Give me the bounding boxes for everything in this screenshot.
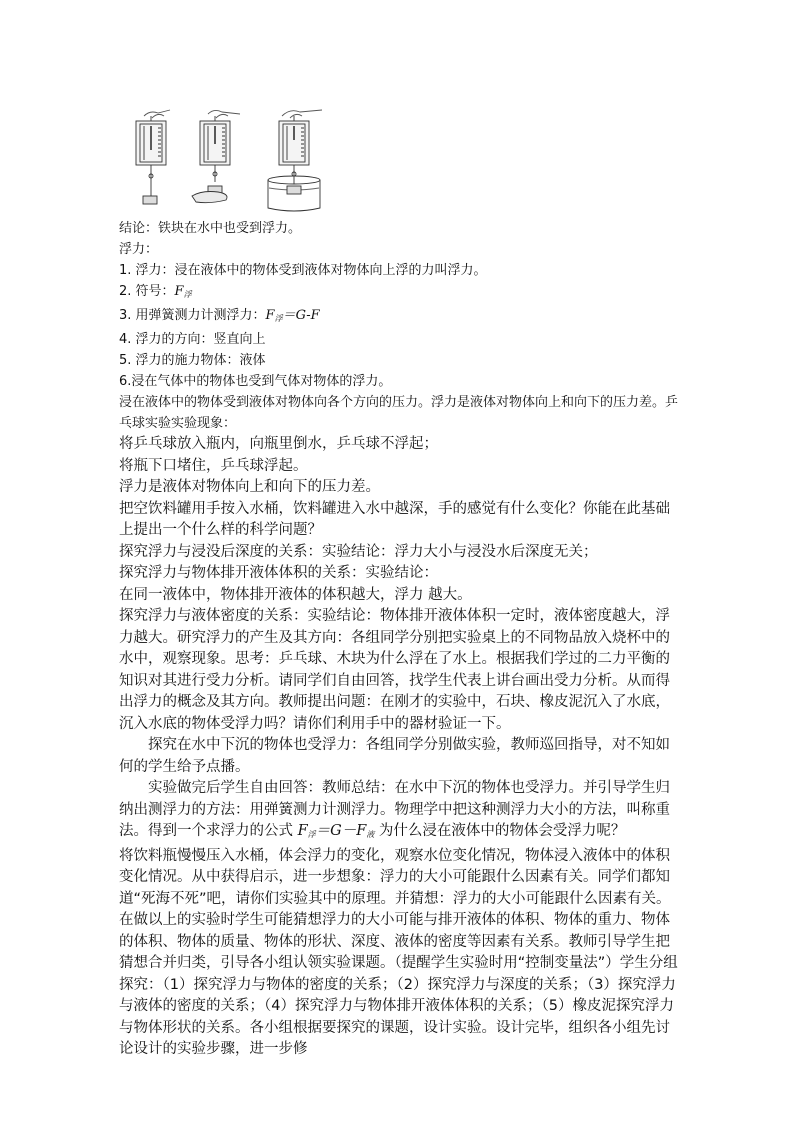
- spring-scale-3: [268, 110, 322, 211]
- measurement-item: 3. 用弹簧测力计测浮力：$F_浮=G-F$: [119, 308, 320, 323]
- can-question-paragraph: 把空饮料罐用手按入水桶，饮料罐进入水中越深，手的感觉有什么变化？你能在此基础上提出一个什么样的科学问题？: [119, 500, 670, 538]
- article-body: [119, 218, 679, 1061]
- summary-paragraph: 实验做完后学生自由回答：教师总结：在水中下沉的物体也受浮力。并引导学生归纳出测浮力的方法：用弹簧测力计测浮力。物理学中把这种测浮力大小的方法，叫称重法。得到一个求浮力的公式 $F_浮=G-F_液$ 为什么浸在液体中的物体会受浮力呢？: [119, 780, 670, 839]
- inquiry-paragraph: 将饮料瓶慢慢压入水桶，体会浮力的变化，观察水位变化情况，物体浸入液体中的体积变化情况。从中获得启示，进一步想象：浮力的大小可能跟什么因素有关。同学们都知道“死海不死”吧，请你们实验其中的原理。并猜想：浮力的大小可能跟什么因素有关。在做以上的实验时学生可能猜想浮力的大小可能与排开液体的体积、物体的重力、物体的体积、物体的质量、物体的形状、深度、液体的密度等因素有关系。教师引导学生把猜想合并归类，引导各小组认领实验课题。（提醒学生实验时用“控制变量法”）学生分组探究：（1）探究浮力与物体的密度的关系；（2）探究浮力与深度的关系；（3）探究浮力与液体的密度的关系；（4）探究浮力与物体排开液体体积的关系；（5）橡皮泥探究浮力与物体形状的关系。各小组根据要探究的课题，设计实验。设计完毕，组织各小组先讨论设计的实验步骤，进一步修: [119, 847, 678, 1057]
- pingpong-step-1: 将乒乓球放入瓶内，向瓶里倒水，乒乓球不浮起；: [119, 436, 438, 452]
- source-item: 5. 浮力的施力物体：液体: [119, 353, 266, 368]
- buoyancy-heading: 浮力：: [119, 242, 159, 257]
- spring-scale-1: [136, 110, 170, 204]
- pingpong-step-2: 将瓶下口堵住，乒乓球浮起。: [119, 457, 308, 474]
- depth-conclusion: 探究浮力与浸没后深度的关系：实验结论：浮力大小与浸没水后深度无关；: [119, 543, 598, 560]
- conclusion-line: 结论：铁块在水中也受到浮力。: [119, 221, 302, 236]
- sinking-paragraph: 探究在水中下沉的物体也受浮力：各组同学分别做实验，教师巡回指导，对不知如何的学生给予点播。: [119, 737, 670, 775]
- direction-item: 4. 浮力的方向：竖直向上: [119, 332, 266, 347]
- spring-scale-2: [192, 110, 240, 202]
- gas-buoyancy-item: 6.浸在气体中的物体也受到气体对物体的浮力。: [119, 374, 392, 389]
- pressure-paragraph: 浸在液体中的物体受到液体对物体向各个方向的压力。浮力是液体对物体向上和向下的压力差。乒乓球实验实验现象：: [119, 395, 679, 431]
- spring-scale-experiment-figure: [122, 104, 338, 214]
- pressure-difference-line: 浮力是液体对物体向上和向下的压力差。: [119, 479, 380, 495]
- density-paragraph: 探究浮力与液体密度的关系：实验结论：物体排开液体体积一定时，液体密度越大，浮力越大。研究浮力的产生及其方向：各组同学分别把实验桌上的不同物品放入烧杯中的水中，观察现象。思考：乒乓球、木块为什么浮在了水上。根据我们学过的二力平衡的知识对其进行受力分析。请同学们自由回答，找学生代表上讲台画出受力分析。从而得出浮力的概念及其方向。教师提出问题：在刚才的实验中，石块、橡皮泥沉入了水底，沉入水底的物体受浮力吗？请你们利用手中的器材验证一下。: [119, 608, 670, 732]
- definition-item: 1. 浮力：浸在液体中的物体受到液体对物体向上浮的力叫浮力。: [119, 263, 487, 278]
- volume-conclusion: 在同一液体中，物体排开液体的体积越大，浮力 越大。: [119, 586, 472, 603]
- volume-heading: 探究浮力与物体排开液体体积的关系：实验结论：: [119, 565, 438, 581]
- symbol-item: 2. 符号：$F_浮$: [119, 284, 192, 299]
